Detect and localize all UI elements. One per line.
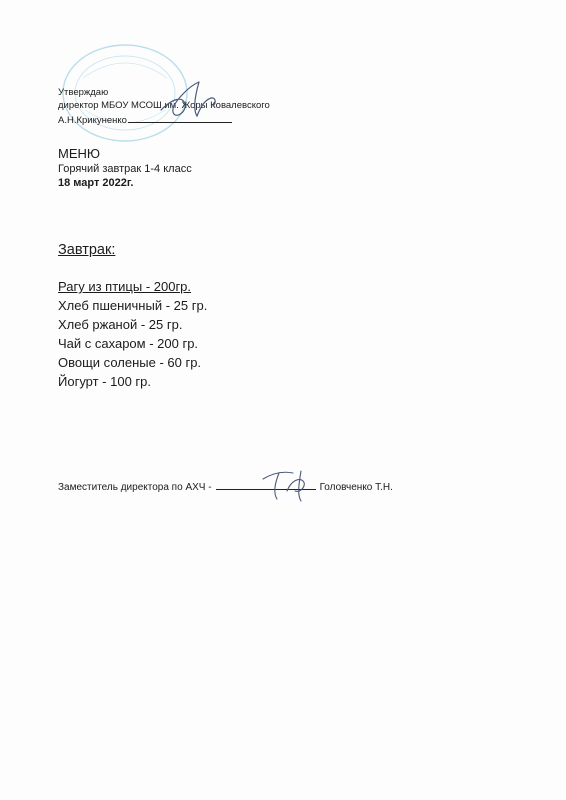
footer-signature-block bbox=[58, 480, 393, 493]
footer-name: Головченко Т.Н. bbox=[319, 482, 393, 493]
meal-item: Йогурт - 100 гр. bbox=[58, 374, 152, 389]
menu-date: 18 март 2022г. bbox=[58, 177, 134, 189]
meal-item: Хлеб пшеничный - 25 гр. bbox=[58, 298, 208, 313]
meal-items-list bbox=[58, 277, 207, 391]
meal-item: Овощи соленые - 60 гр. bbox=[58, 355, 202, 370]
meal-item: Чай с сахаром - 200 гр. bbox=[58, 336, 199, 351]
meal-item: Рагу из птицы - 200гр. bbox=[58, 279, 192, 294]
menu-title: МЕНЮ bbox=[58, 146, 101, 161]
deputy-signature bbox=[253, 465, 323, 505]
approval-title: Утверждаю bbox=[58, 87, 109, 98]
approval-signer: А.Н.Крикуненко bbox=[58, 115, 127, 126]
meal-item: Хлеб ржаной - 25 гр. bbox=[58, 317, 183, 332]
footer-position: Заместитель директора по АХЧ - bbox=[58, 482, 212, 493]
meal-heading: Завтрак: bbox=[58, 242, 116, 258]
menu-header bbox=[58, 146, 192, 190]
menu-subtitle: Горячий завтрак 1-4 класс bbox=[58, 163, 192, 175]
director-signature bbox=[155, 76, 225, 126]
approval-position: директор МБОУ МСОШ им. Жоры Ковалевского bbox=[58, 100, 270, 111]
